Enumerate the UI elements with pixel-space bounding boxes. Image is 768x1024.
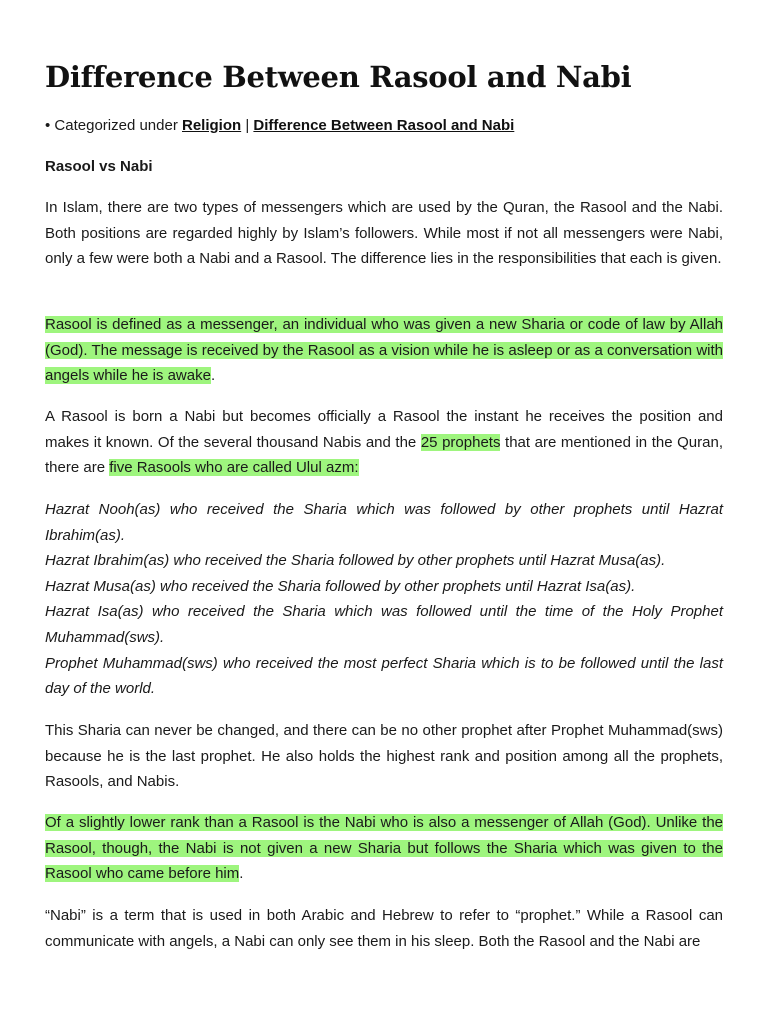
highlighted-text: Rasool is defined as a messenger, an individual who was given a new Sharia or code of law by Allah (God). The message is received by the Rasool as a vision while he is asleep or as a conversation with angels while he is awake: [45, 316, 723, 385]
paragraph-nabi-definition: [45, 810, 723, 887]
highlighted-text: 25 prophets: [420, 433, 501, 451]
paragraph-text: that are mentioned in the Quran, there are: [45, 433, 723, 477]
list-item: Hazrat Isa(as) who received the Sharia which was followed until the time of the Holy Prophet Muhammad(sws).: [45, 603, 723, 646]
ulul-azm-list: [45, 497, 723, 702]
paragraph-text: A Rasool is born a Nabi but becomes officially a Rasool the instant he receives the position and makes it known. Of the several thousand Nabis and the: [45, 408, 723, 451]
list-item: Prophet Muhammad(sws) who received the most perfect Sharia which is to be followed until the last day of the world.: [45, 654, 723, 698]
category-separator: |: [241, 117, 254, 134]
list-item: Hazrat Nooh(as) who received the Sharia which was followed by other prophets until Hazrat Ibrahim(as).: [45, 501, 723, 544]
highlighted-text: five Rasools who are called Ulul azm:: [109, 459, 359, 477]
list-item: Hazrat Ibrahim(as) who received the Sharia followed by other prophets until Hazrat Musa(as).: [45, 552, 666, 570]
paragraph-end: .: [210, 367, 216, 385]
category-line: [45, 116, 514, 136]
category-prefix: • Categorized under: [45, 117, 182, 134]
article-link[interactable]: Difference Between Rasool and Nabi: [253, 117, 515, 134]
list-item: Hazrat Musa(as) who received the Sharia followed by other prophets until Hazrat Isa(as).: [45, 577, 636, 595]
section-subheading: Rasool vs Nabi: [45, 158, 153, 175]
category-link-religion[interactable]: Religion: [182, 117, 242, 134]
paragraph-intro: In Islam, there are two types of messengers which are used by the Quran, the Rasool and the Nabi. Both positions are regarded highly by Islam’s followers. While most if not all messengers were Nabi, only a few were both a Nabi and a Rasool. The difference lies in the responsibilities that each is given.: [45, 199, 723, 268]
paragraph-end: .: [239, 865, 244, 883]
paragraph-sharia: This Sharia can never be changed, and there can be no other prophet after Prophet Muhammad(sws) because he is the last prophet. He also holds the highest rank and position among all the prophets, Rasools, and Nabis.: [45, 722, 723, 791]
paragraph-nabi-term: “Nabi” is a term that is used in both Arabic and Hebrew to refer to “prophet.” While a Rasool can communicate with angels, a Nabi can only see them in his sleep. Both the Rasool and the Nabi are: [45, 907, 723, 950]
paragraph-rasool-definition: [45, 312, 723, 389]
paragraph-rasool-born: [45, 404, 723, 481]
highlighted-text: Of a slightly lower rank than a Rasool is the Nabi who is also a messenger of Allah (God). Unlike the Rasool, though, the Nabi is not given a new Sharia but follows the Sharia which was given to the Rasool who came before him: [45, 814, 723, 883]
page-title: Difference Between Rasool and Nabi: [45, 60, 632, 94]
